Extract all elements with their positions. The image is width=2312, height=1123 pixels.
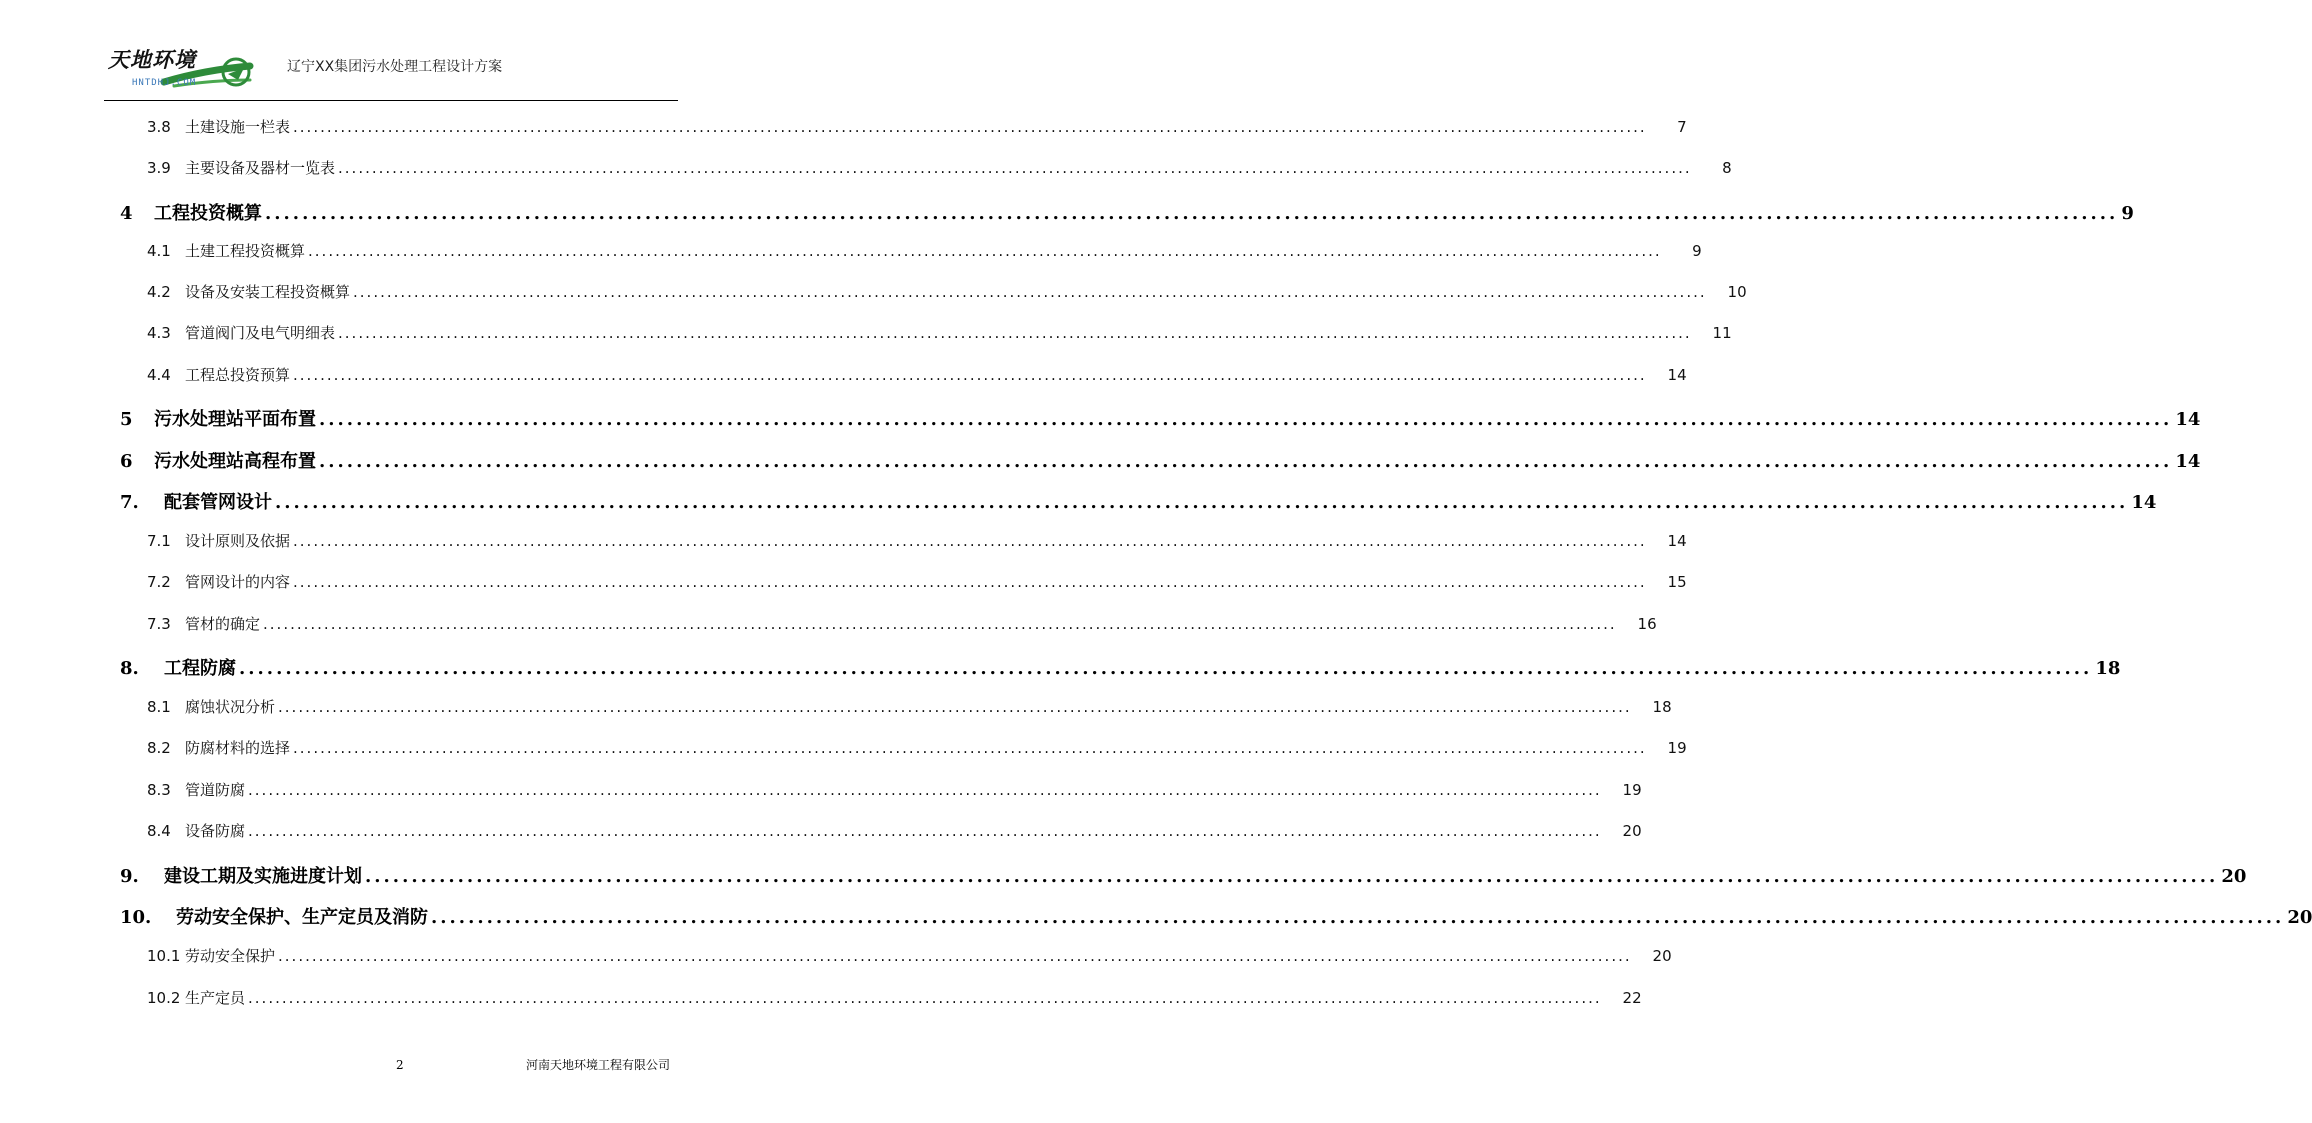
toc-entry[interactable]	[147, 530, 1687, 551]
toc-dot-leader: ........................................................................................................................................................................................................	[293, 739, 1647, 757]
toc-dot-leader: ........................................................................................................................................................................................................	[239, 658, 2093, 679]
toc-entry-title: 土建工程投资概算	[185, 242, 306, 260]
toc-entry-number: 7.2	[147, 573, 171, 591]
toc-entry-page: 8	[1722, 159, 1732, 177]
document-title: 辽宁XX集团污水处理工程设计方案	[287, 59, 503, 75]
toc-entry-number: 4.1	[147, 242, 171, 260]
toc-entry[interactable]	[147, 820, 1642, 841]
toc-entry-number: 10.2	[147, 989, 181, 1007]
toc-entry[interactable]	[120, 903, 2312, 929]
toc-entry[interactable]	[120, 447, 2201, 473]
toc-entry-page: 18	[1652, 698, 1672, 716]
toc-entry-title: 设备及安装工程投资概算	[185, 283, 351, 301]
page-header	[104, 40, 678, 102]
toc-entry[interactable]	[147, 945, 1672, 966]
toc-dot-leader: ........................................................................................................................................................................................................	[248, 989, 1602, 1007]
toc-entry-number: 8.4	[147, 822, 171, 840]
toc-entry-number: 5	[120, 409, 133, 430]
toc-entry[interactable]	[147, 737, 1687, 758]
toc-entry-number: 3.9	[147, 159, 171, 177]
toc-dot-leader: ........................................................................................................................................................................................................	[275, 492, 2129, 513]
toc-entry-title: 腐蚀状况分析	[185, 698, 276, 716]
toc-dot-leader: ........................................................................................................................................................................................................	[293, 573, 1647, 591]
toc-entry[interactable]	[120, 199, 2134, 225]
toc-entry-page: 14	[2175, 409, 2201, 430]
toc-dot-leader: ........................................................................................................................................................................................................	[353, 283, 1707, 301]
toc-entry-number: 10.	[120, 907, 152, 928]
toc-entry-number: 7.1	[147, 532, 171, 550]
toc-entry-page: 20	[2287, 907, 2312, 928]
toc-dot-leader: ........................................................................................................................................................................................................	[293, 532, 1647, 550]
toc-dot-leader: ........................................................................................................................................................................................................	[308, 242, 1662, 260]
toc-entry[interactable]	[147, 240, 1702, 261]
company-logo	[104, 40, 254, 100]
toc-dot-leader: ........................................................................................................................................................................................................	[338, 159, 1692, 177]
toc-entry-page: 19	[1667, 739, 1687, 757]
toc-entry-page: 11	[1712, 324, 1732, 342]
toc-dot-leader: ........................................................................................................................................................................................................	[265, 203, 2119, 224]
toc-dot-leader: ........................................................................................................................................................................................................	[319, 451, 2173, 472]
toc-entry-title: 管网设计的内容	[185, 573, 291, 591]
toc-dot-leader: ........................................................................................................................................................................................................	[338, 324, 1692, 342]
toc-entry-number: 4.3	[147, 324, 171, 342]
toc-entry-title: 管道阀门及电气明细表	[185, 324, 336, 342]
toc-entry-page: 9	[1692, 242, 1702, 260]
logo-url: HNTDHJ.COM	[132, 78, 197, 88]
toc-entry-number: 3.8	[147, 118, 171, 136]
toc-entry-page: 20	[1652, 947, 1672, 965]
toc-entry[interactable]	[147, 571, 1687, 592]
toc-entry[interactable]	[147, 779, 1642, 800]
toc-entry-page: 10	[1727, 283, 1747, 301]
toc-entry-title: 污水处理站平面布置	[154, 409, 316, 430]
toc-dot-leader: ........................................................................................................................................................................................................	[293, 118, 1647, 136]
toc-entry-page: 9	[2121, 203, 2134, 224]
toc-entry-number: 10.1	[147, 947, 181, 965]
toc-entry-title: 生产定员	[185, 989, 246, 1007]
toc-entry-title: 配套管网设计	[164, 492, 272, 513]
logo-text: 天地环境	[108, 47, 196, 72]
toc-dot-leader: ........................................................................................................................................................................................................	[248, 781, 1602, 799]
toc-entry[interactable]	[147, 322, 1732, 343]
toc-entry[interactable]	[147, 613, 1657, 634]
toc-entry-page: 22	[1622, 989, 1642, 1007]
toc-dot-leader: ........................................................................................................................................................................................................	[248, 822, 1602, 840]
toc-entry-page: 7	[1677, 118, 1687, 136]
toc-dot-leader: ........................................................................................................................................................................................................	[263, 615, 1617, 633]
toc-entry-title: 工程防腐	[164, 658, 236, 679]
toc-entry[interactable]	[120, 488, 2157, 514]
toc-entry-number: 8.	[120, 658, 139, 679]
toc-entry-number: 4.2	[147, 283, 171, 301]
toc-dot-leader: ........................................................................................................................................................................................................	[365, 866, 2219, 887]
toc-entry-title: 土建设施一栏表	[185, 118, 291, 136]
toc-entry-number: 8.1	[147, 698, 171, 716]
toc-entry-page: 19	[1622, 781, 1642, 799]
toc-entry-title: 设计原则及依据	[185, 532, 291, 550]
toc-entry-page: 14	[1667, 532, 1687, 550]
toc-dot-leader: ........................................................................................................................................................................................................	[431, 907, 2285, 928]
toc-entry-number: 7.3	[147, 615, 171, 633]
toc-entry-number: 9.	[120, 866, 139, 887]
toc-entry-page: 15	[1667, 573, 1687, 591]
header-divider	[104, 100, 678, 101]
toc-entry-title: 劳动安全保护	[185, 947, 276, 965]
toc-entry-number: 8.3	[147, 781, 171, 799]
toc-entry-title: 污水处理站高程布置	[154, 451, 316, 472]
toc-entry-title: 设备防腐	[185, 822, 246, 840]
toc-dot-leader: ........................................................................................................................................................................................................	[319, 409, 2173, 430]
page-number: 2	[396, 1058, 404, 1072]
toc-entry-number: 4.4	[147, 366, 171, 384]
footer-company: 河南天地环境工程有限公司	[526, 1058, 671, 1072]
toc-entry-page: 20	[2221, 866, 2247, 887]
toc-entry-page: 14	[2131, 492, 2157, 513]
toc-entry-page: 16	[1637, 615, 1657, 633]
toc-dot-leader: ........................................................................................................................................................................................................	[278, 698, 1632, 716]
toc-entry[interactable]	[147, 157, 1732, 178]
toc-entry-title: 管材的确定	[185, 615, 261, 633]
toc-entry[interactable]	[147, 364, 1687, 385]
toc-dot-leader: ........................................................................................................................................................................................................	[278, 947, 1632, 965]
toc-dot-leader: ........................................................................................................................................................................................................	[293, 366, 1647, 384]
toc-entry-number: 6	[120, 451, 133, 472]
toc-entry[interactable]	[120, 862, 2247, 888]
toc-entry-page: 14	[2175, 451, 2201, 472]
toc-entry-number: 7.	[120, 492, 139, 513]
toc-entry[interactable]	[120, 405, 2201, 431]
toc-entry[interactable]	[147, 987, 1642, 1008]
toc-entry-title: 工程投资概算	[154, 203, 262, 224]
toc-entry[interactable]	[147, 281, 1747, 302]
toc-entry-page: 20	[1622, 822, 1642, 840]
toc-entry-number: 4	[120, 203, 133, 224]
toc-entry[interactable]	[147, 116, 1687, 137]
toc-entry-page: 14	[1667, 366, 1687, 384]
toc-entry-title: 防腐材料的选择	[185, 739, 291, 757]
toc-entry-title: 工程总投资预算	[185, 366, 291, 384]
toc-entry-title: 主要设备及器材一览表	[185, 159, 336, 177]
toc-entry-title: 建设工期及实施进度计划	[164, 866, 362, 887]
toc-entry-title: 管道防腐	[185, 781, 246, 799]
toc-entry-number: 8.2	[147, 739, 171, 757]
toc-entry[interactable]	[120, 654, 2121, 680]
toc-entry-title: 劳动安全保护、生产定员及消防	[176, 907, 428, 928]
toc-entry[interactable]	[147, 696, 1672, 717]
toc-entry-page: 18	[2095, 658, 2121, 679]
